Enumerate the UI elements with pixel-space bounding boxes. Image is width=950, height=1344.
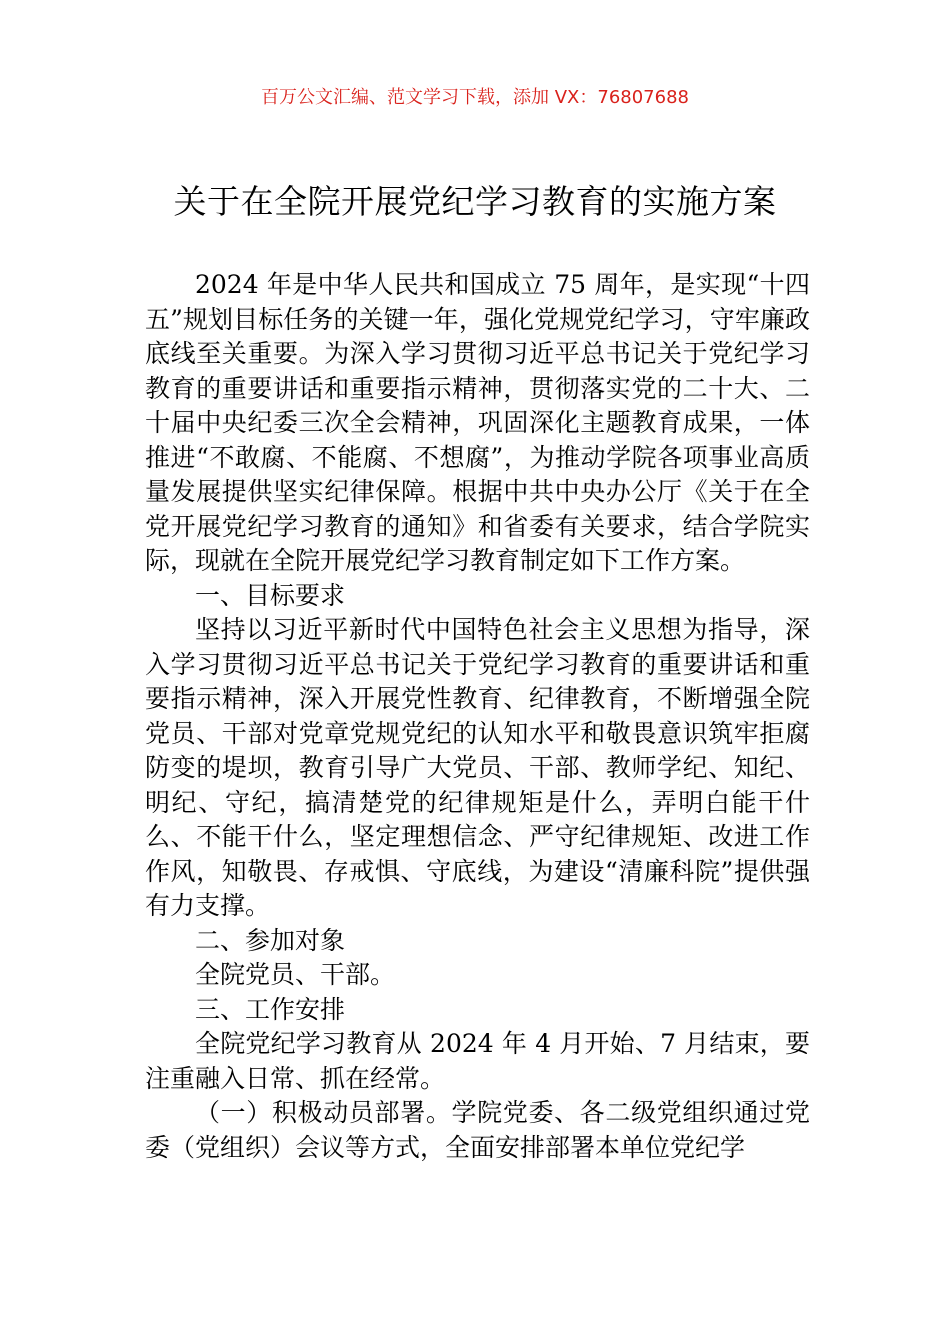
document-title: 关于在全院开展党纪学习教育的实施方案 [173, 182, 777, 221]
mobilization-paragraph: （一）积极动员部署。学院党委、各二级党组织通过党委（党组织）会议等方式，全面安排部署本单位党纪学 [145, 1098, 810, 1162]
goals-paragraph: 坚持以习近平新时代中国特色社会主义思想为指导，深入学习贯彻习近平总书记关于党纪学习教育的重要讲话和重要指示精神，深入开展党性教育、纪律教育，不断增强全院党员、干部对党章党规党纪的认知水平和敬畏意识筑牢拒腐防变的堤坝，教育引导广大党员、干部、教师学纪、知纪、明纪、守纪，搞清楚党的纪律规矩是什么，弄明白能干什么、不能干什么，坚定理想信念、严守纪律规矩、改进工作作风，知敬畏、存戒惧、守底线，为建设“清廉科院”提供强有力支撑。 [145, 615, 810, 920]
schedule-paragraph: 全院党纪学习教育从 2024 年 4 月开始、7 月结束，要注重融入日常、抓在经常。 [145, 1029, 810, 1093]
intro-paragraph: 2024 年是中华人民共和国成立 75 周年，是实现“十四五”规划目标任务的关键一年，强化党规党纪学习，守牢廉政底线至关重要。为深入学习贯彻习近平总书记关于党纪学习教育的重要讲话和重要指示精神，贯彻落实党的二十大、二十届中央纪委三次全会精神，巩固深化主题教育成果，一体推进“不敢腐、不能腐、不想腐”，为推动学院各项事业高质量发展提供坚实纪律保障。根据中共中央办公厅《关于在全党开展党纪学习教育的通知》和省委有关要求，结合学院实际，现就在全院开展党纪学习教育制定如下工作方案。 [145, 270, 810, 575]
section-heading-goals: 一、目标要求 [195, 580, 346, 610]
download-banner: 百万公文汇编、范文学习下载，添加 VX：76807688 [261, 87, 689, 108]
document-body [145, 268, 810, 1165]
section-heading-schedule: 三、工作安排 [195, 994, 346, 1024]
participants-paragraph: 全院党员、干部。 [195, 960, 396, 989]
section-heading-participants: 二、参加对象 [195, 925, 346, 955]
